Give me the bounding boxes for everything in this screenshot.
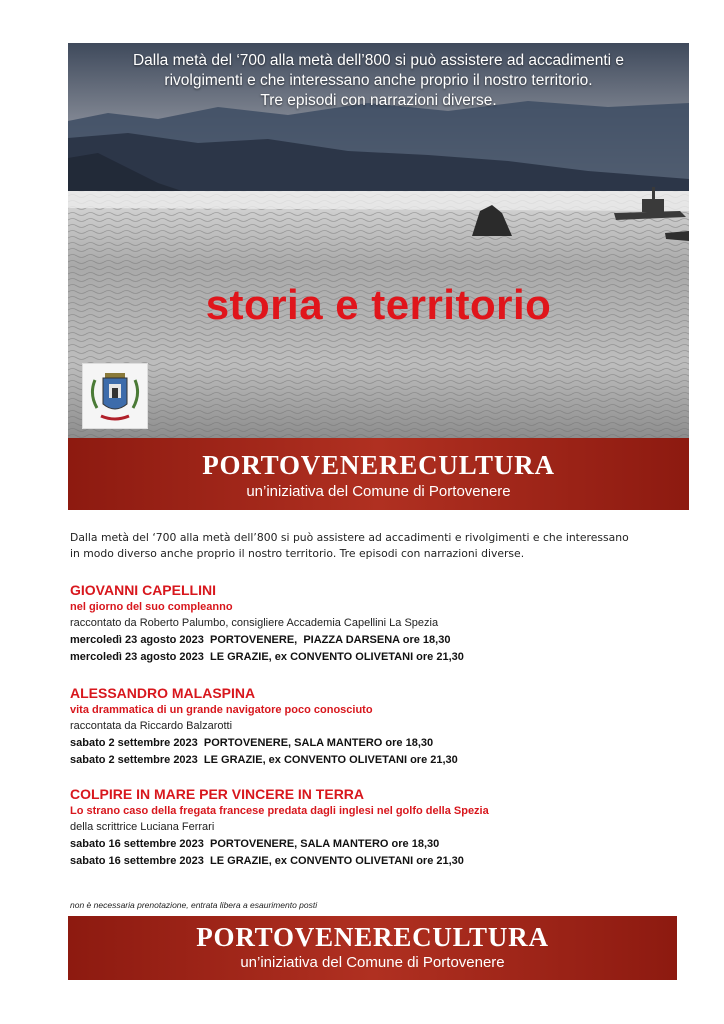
hero-line: Tre episodi con narrazioni diverse. (260, 92, 497, 109)
event-subtitle: vita drammatica di un grande navigatore poco conosciuto (70, 704, 373, 716)
intro-line: in modo diverso anche proprio il nostro territorio. Tre episodi con narrazioni diverse. (70, 547, 525, 560)
banner-bottom (68, 916, 677, 980)
event-malaspina (70, 684, 670, 769)
hero-line: rivolgimenti e che interessano anche proprio il nostro territorio. (164, 72, 593, 89)
intro-paragraph (70, 530, 640, 562)
intro-line: Dalla metà del ‘700 alla metà dell’800 si può assistere ad accadimenti e rivolgimenti e che interessano (70, 531, 629, 544)
hero-title: storia e territorio (205, 281, 552, 328)
event-date: sabato 2 settembre 2023 PORTOVENERE, SALA MANTERO ore 18,30 (70, 737, 434, 749)
event-date: sabato 16 settembre 2023 PORTOVENERE, SALA MANTERO ore 18,30 (70, 838, 440, 850)
booking-note: non è necessaria prenotazione, entrata libera a esaurimento posti (70, 900, 318, 910)
event-title: GIOVANNI CAPELLINI (70, 582, 216, 598)
hero-line: Dalla metà del ‘700 alla metà dell’800 si può assistere ad accadimenti e (132, 52, 625, 69)
event-subtitle: nel giorno del suo compleanno (70, 601, 233, 613)
banner-title: PORTOVENERECULTURA (202, 450, 555, 480)
event-narrator: raccontata da Riccardo Balzarotti (70, 720, 233, 732)
event-date: sabato 16 settembre 2023 LE GRAZIE, ex CONVENTO OLIVETANI ore 21,30 (70, 855, 464, 867)
hero-image (68, 43, 689, 438)
event-capellini (70, 581, 670, 666)
banner-subtitle: un’iniziativa del Comune di Portovenere (246, 483, 511, 500)
banner-title: PORTOVENERECULTURA (196, 922, 549, 952)
event-date: mercoledì 23 agosto 2023 PORTOVENERE, PIAZZA DARSENA ore 18,30 (70, 634, 451, 646)
event-title: COLPIRE IN MARE PER VINCERE IN TERRA (70, 786, 365, 802)
event-subtitle: Lo strano caso della fregata francese predata dagli inglesi nel golfo della Spezia (70, 805, 489, 817)
event-narrator: della scrittrice Luciana Ferrari (70, 821, 215, 833)
event-narrator: raccontato da Roberto Palumbo, consigliere Accademia Capellini La Spezia (70, 617, 439, 629)
event-date: sabato 2 settembre 2023 LE GRAZIE, ex CONVENTO OLIVETANI ore 21,30 (70, 754, 458, 766)
event-date: mercoledì 23 agosto 2023 LE GRAZIE, ex CONVENTO OLIVETANI ore 21,30 (70, 651, 464, 663)
event-fregata (70, 785, 670, 870)
event-title: ALESSANDRO MALASPINA (70, 685, 256, 701)
hero-overlay-text (68, 51, 689, 111)
banner-top (68, 438, 689, 510)
banner-subtitle: un’iniziativa del Comune di Portovenere (240, 954, 505, 971)
coat-of-arms-icon (82, 363, 148, 429)
